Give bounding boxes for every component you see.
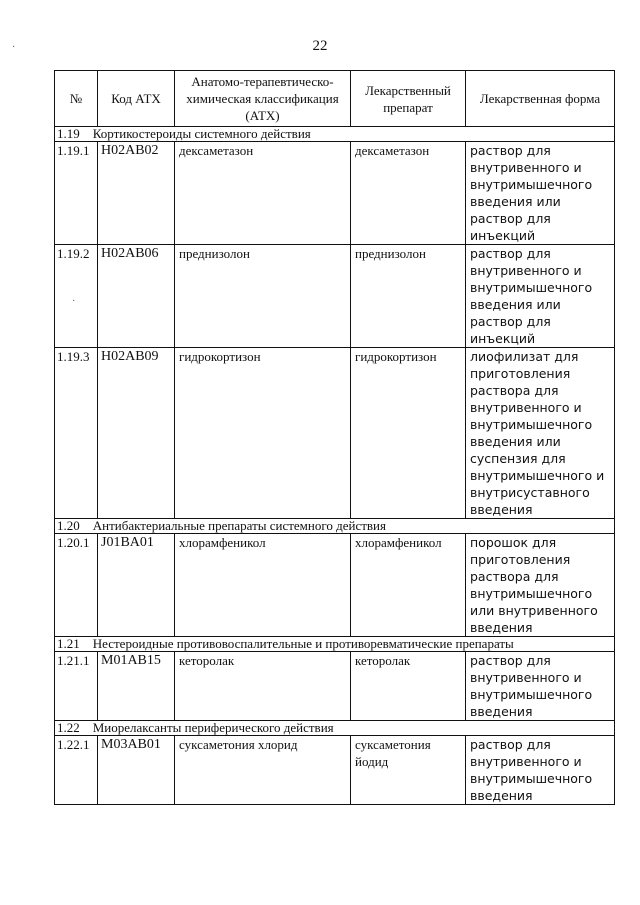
header-atc-code: Код АТХ bbox=[98, 71, 175, 127]
dosage-form-line: внутривенного и bbox=[470, 400, 582, 415]
dosage-form-line: раствор для bbox=[470, 653, 551, 668]
dosage-form-line: введения bbox=[470, 788, 533, 803]
section-number: 1.20 bbox=[57, 518, 80, 533]
dosage-form-line: внутримышечного bbox=[470, 687, 593, 702]
table-body bbox=[55, 127, 615, 805]
table-row bbox=[55, 142, 615, 245]
dosage-form bbox=[466, 142, 615, 245]
drug-name bbox=[351, 736, 466, 805]
atc-code: J01BA01 bbox=[98, 534, 175, 637]
section-title: Нестероидные противовоспалительные и противоревматические препараты bbox=[92, 636, 514, 651]
dosage-form-line: введения bbox=[470, 620, 533, 635]
section-row bbox=[55, 127, 615, 142]
section-number: 1.21 bbox=[57, 636, 80, 651]
dosage-form-line: раствор для bbox=[470, 314, 551, 329]
row-number: 1.19.1 bbox=[55, 142, 98, 245]
dosage-form-line: внутримышечного bbox=[470, 417, 593, 432]
dosage-form-line: внутрисуставного bbox=[470, 485, 590, 500]
drug-name: дексаметазон bbox=[351, 142, 466, 245]
section-title: Антибактериальные препараты системного действия bbox=[92, 518, 386, 533]
dosage-form-line: приготовления bbox=[470, 552, 571, 567]
dosage-form-line: внутривенного и bbox=[470, 263, 582, 278]
dosage-form-line: внутримышечного и bbox=[470, 468, 605, 483]
atc-name: преднизолон bbox=[175, 245, 351, 348]
dosage-form bbox=[466, 245, 615, 348]
atc-name: хлорамфеникол bbox=[175, 534, 351, 637]
section-row bbox=[55, 721, 615, 736]
section-number: 1.22 bbox=[57, 720, 80, 735]
scan-speck: · bbox=[12, 42, 16, 53]
drug-name: гидрокортизон bbox=[351, 348, 466, 519]
atc-name: суксаметония хлорид bbox=[175, 736, 351, 805]
row-number: 1.19.3 bbox=[55, 348, 98, 519]
dosage-form-line: суспензия для bbox=[470, 451, 566, 466]
drug-name: преднизолон bbox=[351, 245, 466, 348]
atc-code: H02AB09 bbox=[98, 348, 175, 519]
dosage-form-line: или внутривенного bbox=[470, 603, 598, 618]
dosage-form-line: внутримышечного bbox=[470, 586, 593, 601]
drug-name-line: йодид bbox=[355, 754, 389, 769]
atc-code: H02AB02 bbox=[98, 142, 175, 245]
dosage-form bbox=[466, 534, 615, 637]
dosage-form-line: раствора для bbox=[470, 569, 559, 584]
scan-speck: · bbox=[72, 296, 76, 307]
table-row bbox=[55, 534, 615, 637]
header-drug: Лекарственный препарат bbox=[351, 71, 466, 127]
dosage-form-line: раствор для bbox=[470, 143, 551, 158]
dosage-form-line: введения или bbox=[470, 297, 561, 312]
dosage-form-line: внутривенного и bbox=[470, 754, 582, 769]
row-number: 1.19.2 bbox=[55, 245, 98, 348]
dosage-form bbox=[466, 736, 615, 805]
dosage-form-line: внутримышечного bbox=[470, 280, 593, 295]
atc-code: M03AB01 bbox=[98, 736, 175, 805]
section-title: Миорелаксанты периферического действия bbox=[92, 720, 334, 735]
dosage-form-line: порошок для bbox=[470, 535, 557, 550]
dosage-form-line: приготовления bbox=[470, 366, 571, 381]
table-row bbox=[55, 736, 615, 805]
dosage-form-line: раствора для bbox=[470, 383, 559, 398]
dosage-form-line: раствор для bbox=[470, 737, 551, 752]
table-row bbox=[55, 652, 615, 721]
atc-code: M01AB15 bbox=[98, 652, 175, 721]
drug-name: хлорамфеникол bbox=[351, 534, 466, 637]
dosage-form-line: раствор для bbox=[470, 246, 551, 261]
dosage-form-line: введения bbox=[470, 502, 533, 517]
dosage-form-line: внутримышечного bbox=[470, 177, 593, 192]
drug-name-line: суксаметония bbox=[355, 737, 431, 752]
atc-code: H02AB06 bbox=[98, 245, 175, 348]
section-row bbox=[55, 637, 615, 652]
dosage-form-line: введения bbox=[470, 704, 533, 719]
header-atc-classification: Анатомо-терапевтическо-химическая классификация (АТХ) bbox=[175, 71, 351, 127]
dosage-form-line: введения или bbox=[470, 434, 561, 449]
drug-name: кеторолак bbox=[351, 652, 466, 721]
header-dosage-form: Лекарственная форма bbox=[466, 71, 615, 127]
header-num: № bbox=[55, 71, 98, 127]
dosage-form-line: внутривенного и bbox=[470, 670, 582, 685]
atc-drug-table bbox=[54, 70, 615, 805]
section-row bbox=[55, 519, 615, 534]
table-header bbox=[55, 71, 615, 127]
dosage-form-line: введения или bbox=[470, 194, 561, 209]
dosage-form-line: внутривенного и bbox=[470, 160, 582, 175]
section-number: 1.19 bbox=[57, 126, 80, 141]
row-number: 1.22.1 bbox=[55, 736, 98, 805]
dosage-form-line: внутримышечного bbox=[470, 771, 593, 786]
table-row bbox=[55, 348, 615, 519]
row-number: 1.20.1 bbox=[55, 534, 98, 637]
dosage-form-line: инъекций bbox=[470, 331, 536, 346]
dosage-form-line: раствор для bbox=[470, 211, 551, 226]
atc-name: гидрокортизон bbox=[175, 348, 351, 519]
table-row bbox=[55, 245, 615, 348]
page-number: 22 bbox=[312, 38, 328, 54]
dosage-form bbox=[466, 348, 615, 519]
dosage-form-line: инъекций bbox=[470, 228, 536, 243]
section-title: Кортикостероиды системного действия bbox=[92, 126, 311, 141]
dosage-form bbox=[466, 652, 615, 721]
dosage-form-line: лиофилизат для bbox=[470, 349, 579, 364]
row-number: 1.21.1 bbox=[55, 652, 98, 721]
atc-name: дексаметазон bbox=[175, 142, 351, 245]
atc-name: кеторолак bbox=[175, 652, 351, 721]
